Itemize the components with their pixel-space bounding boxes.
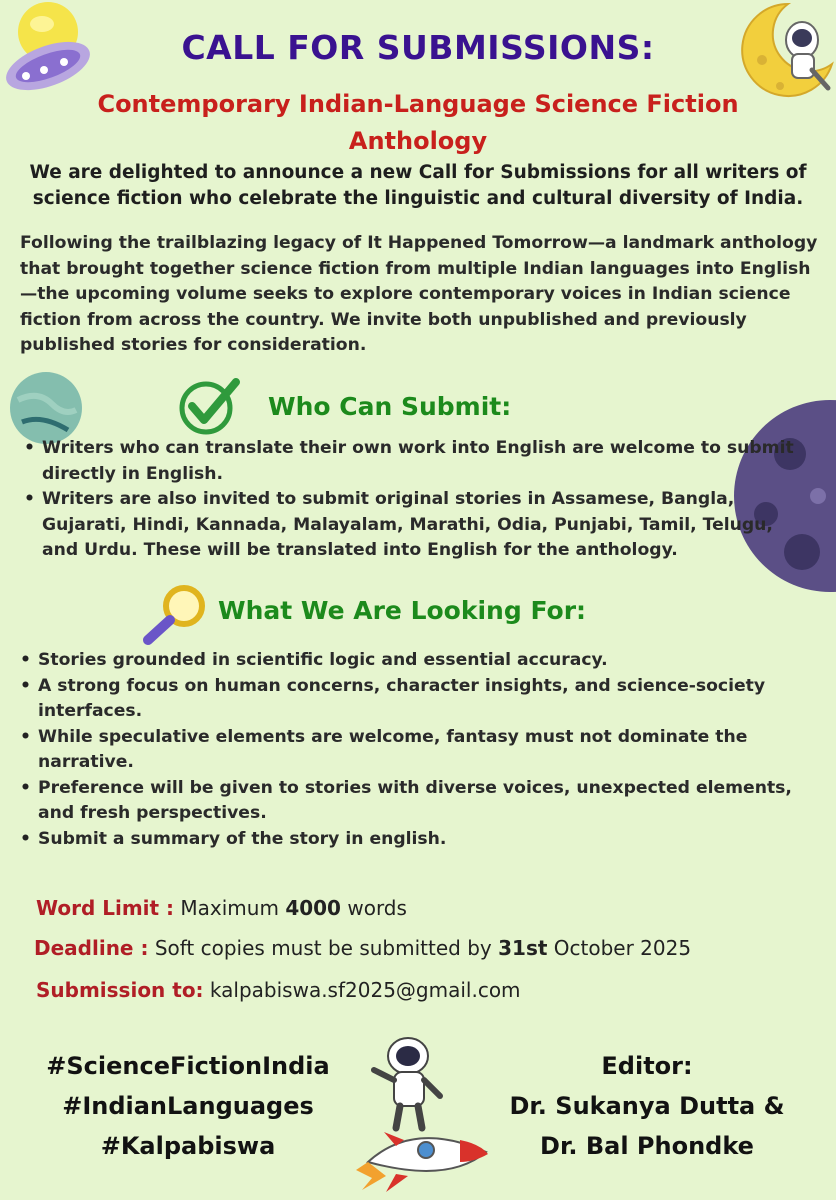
list-item: • Writers are also invited to submit original stories in Assamese, Bangla, Gujarati, Hindi, Kannada, Malayalam, Marathi, Odia, Punjabi, Tamil, Telugu, and Urdu. These will be translated into English for the anthology. xyxy=(22,487,812,564)
word-limit-pre: Maximum xyxy=(180,896,279,920)
editor-name: Dr. Sukanya Dutta & xyxy=(509,1092,785,1120)
editor-label: Editor: xyxy=(601,1052,693,1080)
editor-block xyxy=(478,1046,816,1166)
astronaut-rocket-illustration xyxy=(356,1036,496,1200)
list-item: • A strong focus on human concerns, character insights, and science-society interfaces. xyxy=(18,674,816,725)
description-paragraph: Following the trailblazing legacy of It Happened Tomorrow—a landmark anthology that brought together science fiction from multiple Indian languages into English—the upcoming volume seeks to explore contemporary voices in Indian science fiction from across the country. We invite both unpublished and previously published stories for consideration. xyxy=(20,233,818,355)
list-item: • While speculative elements are welcome, fantasy must not dominate the narrative. xyxy=(18,725,816,776)
hashtag: #ScienceFictionIndia xyxy=(46,1052,330,1080)
deadline-row xyxy=(34,936,691,960)
who-can-submit-list xyxy=(22,436,812,564)
list-item: • Stories grounded in scientific logic and essential accuracy. xyxy=(18,648,816,674)
word-limit-value: 4000 xyxy=(285,896,341,920)
intro-text: We are delighted to announce a new Call for Submissions for all writers of science fiction who celebrate the linguistic and cultural diversity of India. xyxy=(29,162,807,209)
hashtag: #IndianLanguages xyxy=(62,1092,314,1120)
list-item: • Preference will be given to stories with diverse voices, unexpected elements, and fresh perspectives. xyxy=(18,776,816,827)
hashtags-block xyxy=(18,1046,358,1166)
submission-label: Submission to: xyxy=(36,978,204,1002)
who-can-submit-heading: Who Can Submit: xyxy=(268,392,512,421)
deadline-label: Deadline : xyxy=(34,936,149,960)
anthology-subtitle: Contemporary Indian-Language Science Fiction Anthology xyxy=(97,90,739,155)
word-limit-post: words xyxy=(347,896,407,920)
word-limit-label: Word Limit : xyxy=(36,896,175,920)
looking-for-list xyxy=(18,648,816,852)
editor-name: Dr. Bal Phondke xyxy=(540,1132,754,1160)
looking-for-heading: What We Are Looking For: xyxy=(218,596,587,625)
word-limit-row xyxy=(36,896,407,920)
hashtag: #Kalpabiswa xyxy=(100,1132,276,1160)
deadline-value: 31st xyxy=(498,936,548,960)
magnifier-icon xyxy=(140,584,210,646)
submission-row xyxy=(36,978,521,1002)
checkmark-icon xyxy=(174,376,244,436)
list-item: • Submit a summary of the story in english. xyxy=(18,827,816,853)
deadline-pre: Soft copies must be submitted by xyxy=(154,936,492,960)
submission-email[interactable]: kalpabiswa.sf2025@gmail.com xyxy=(209,978,521,1002)
list-item: • Writers who can translate their own work into English are welcome to submit directly in English. xyxy=(22,436,812,487)
page-title: CALL FOR SUBMISSIONS: xyxy=(181,28,655,67)
deadline-post: October 2025 xyxy=(553,936,692,960)
